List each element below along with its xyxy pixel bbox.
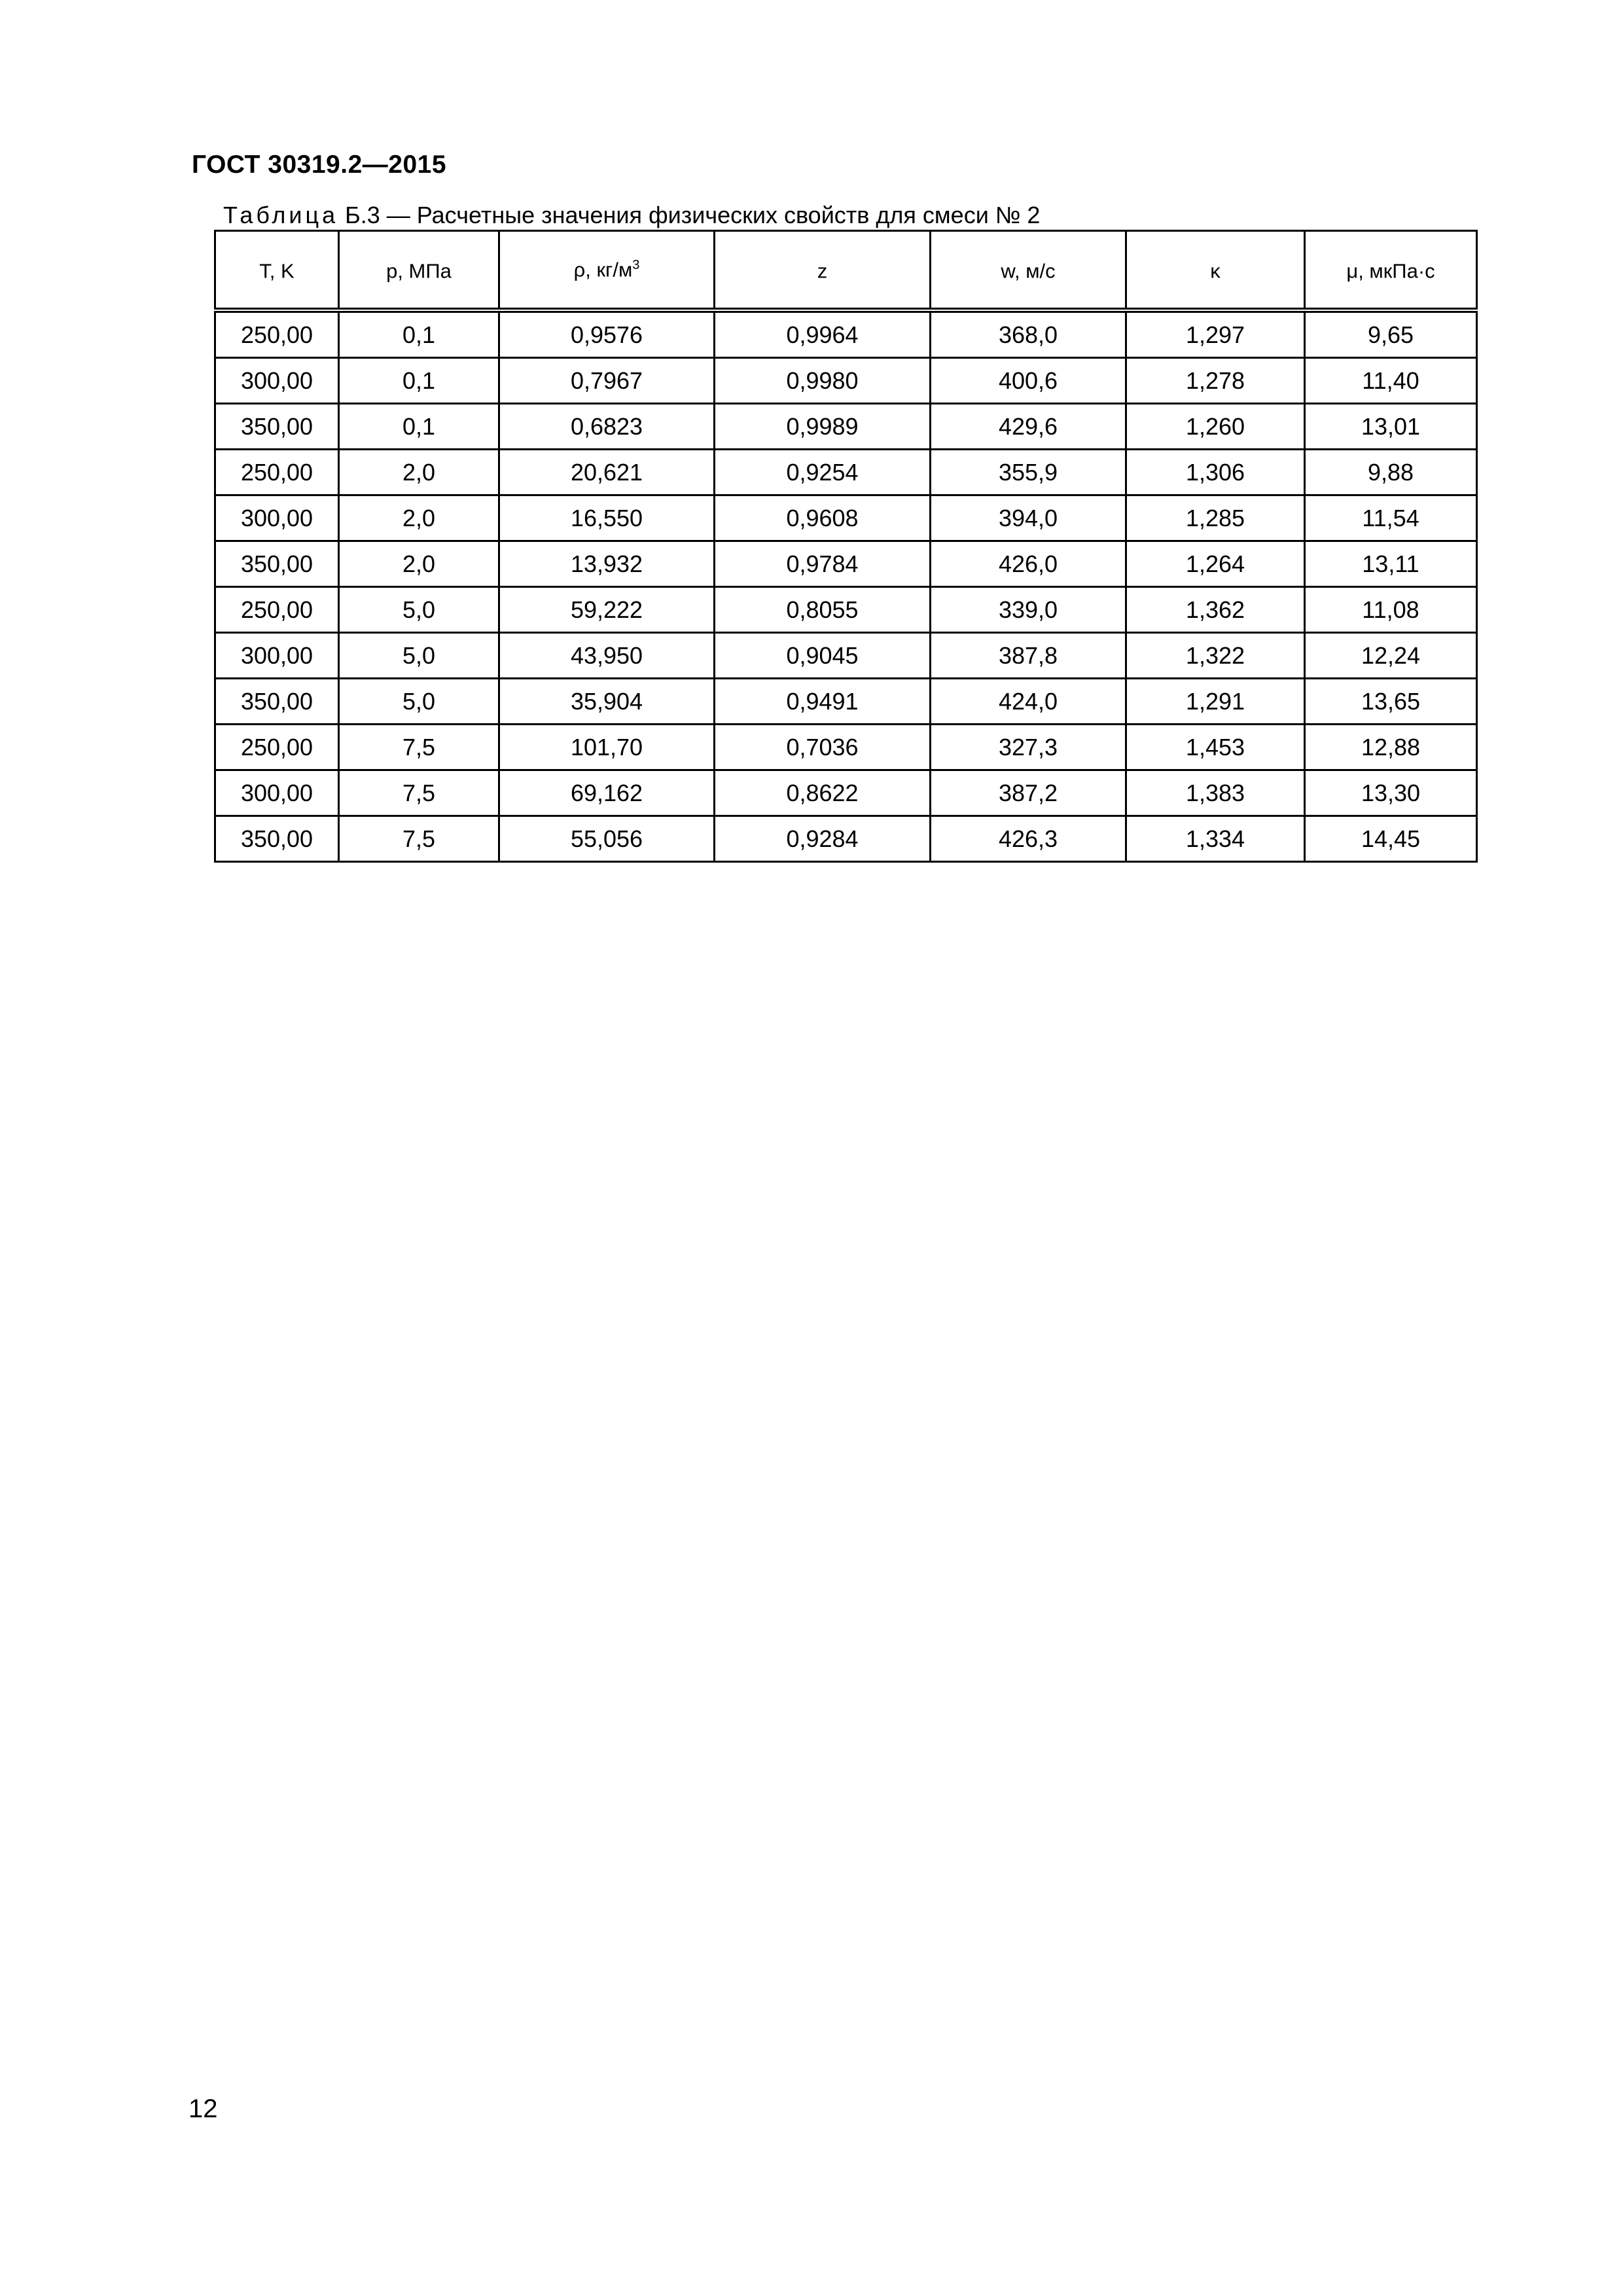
cell-density: 0,7967 [499,358,715,404]
cell-compressibility: 0,9284 [715,816,931,862]
cell-temperature: 350,00 [215,816,339,862]
cell-speed-of-sound: 426,0 [931,541,1126,587]
cell-compressibility: 0,9608 [715,495,931,541]
table-row [215,679,1477,725]
cell-temperature: 250,00 [215,725,339,770]
cell-pressure: 2,0 [339,450,499,495]
cell-pressure: 0,1 [339,404,499,450]
cell-density: 69,162 [499,770,715,816]
cell-isentropic-exponent: 1,291 [1126,679,1305,725]
cell-compressibility: 0,8622 [715,770,931,816]
cell-density: 16,550 [499,495,715,541]
cell-compressibility: 0,9254 [715,450,931,495]
cell-speed-of-sound: 387,8 [931,633,1126,679]
cell-isentropic-exponent: 1,362 [1126,587,1305,633]
cell-speed-of-sound: 400,6 [931,358,1126,404]
cell-temperature: 250,00 [215,310,339,358]
cell-isentropic-exponent: 1,334 [1126,816,1305,862]
cell-isentropic-exponent: 1,322 [1126,633,1305,679]
document-code: ГОСТ 30319.2—2015 [192,151,447,179]
cell-compressibility: 0,9980 [715,358,931,404]
cell-density: 55,056 [499,816,715,862]
cell-isentropic-exponent: 1,260 [1126,404,1305,450]
cell-speed-of-sound: 429,6 [931,404,1126,450]
properties-table [214,230,1478,863]
column-header-isentropic-exponent: κ [1126,231,1305,311]
cell-viscosity: 13,11 [1305,541,1477,587]
cell-density: 0,9576 [499,310,715,358]
cell-speed-of-sound: 327,3 [931,725,1126,770]
cell-speed-of-sound: 339,0 [931,587,1126,633]
cell-pressure: 5,0 [339,679,499,725]
cell-pressure: 2,0 [339,495,499,541]
table-row [215,587,1477,633]
cell-pressure: 2,0 [339,541,499,587]
cell-viscosity: 9,88 [1305,450,1477,495]
cell-temperature: 300,00 [215,633,339,679]
cell-viscosity: 11,54 [1305,495,1477,541]
table-row [215,770,1477,816]
cell-compressibility: 0,7036 [715,725,931,770]
cell-density: 43,950 [499,633,715,679]
cell-compressibility: 0,9964 [715,310,931,358]
column-header-speed-of-sound: w, м/с [931,231,1126,311]
cell-speed-of-sound: 355,9 [931,450,1126,495]
cell-viscosity: 13,30 [1305,770,1477,816]
cell-isentropic-exponent: 1,285 [1126,495,1305,541]
cell-viscosity: 11,08 [1305,587,1477,633]
cell-speed-of-sound: 387,2 [931,770,1126,816]
cell-pressure: 5,0 [339,587,499,633]
cell-isentropic-exponent: 1,453 [1126,725,1305,770]
cell-pressure: 0,1 [339,310,499,358]
cell-temperature: 350,00 [215,679,339,725]
cell-pressure: 7,5 [339,816,499,862]
cell-speed-of-sound: 368,0 [931,310,1126,358]
cell-density: 20,621 [499,450,715,495]
cell-speed-of-sound: 424,0 [931,679,1126,725]
table-row [215,816,1477,862]
cell-pressure: 7,5 [339,725,499,770]
cell-viscosity: 12,24 [1305,633,1477,679]
cell-density: 0,6823 [499,404,715,450]
table-row [215,495,1477,541]
table-row [215,358,1477,404]
cell-compressibility: 0,9989 [715,404,931,450]
cell-density: 101,70 [499,725,715,770]
table-caption [223,204,1040,227]
cell-viscosity: 9,65 [1305,310,1477,358]
cell-pressure: 5,0 [339,633,499,679]
cell-isentropic-exponent: 1,264 [1126,541,1305,587]
table-row [215,450,1477,495]
cell-pressure: 7,5 [339,770,499,816]
cell-viscosity: 14,45 [1305,816,1477,862]
cell-density: 59,222 [499,587,715,633]
column-header-viscosity: μ, мкПа·с [1305,231,1477,311]
cell-isentropic-exponent: 1,383 [1126,770,1305,816]
cell-compressibility: 0,9491 [715,679,931,725]
cell-temperature: 250,00 [215,450,339,495]
cell-temperature: 250,00 [215,587,339,633]
table-caption-text: Б.3 — Расчетные значения физических свойств для смеси № 2 [338,202,1041,228]
cell-speed-of-sound: 426,3 [931,816,1126,862]
cell-density: 35,904 [499,679,715,725]
cell-density: 13,932 [499,541,715,587]
cell-viscosity: 13,01 [1305,404,1477,450]
table-header-row [215,231,1477,311]
cell-speed-of-sound: 394,0 [931,495,1126,541]
table-row [215,310,1477,358]
cell-isentropic-exponent: 1,278 [1126,358,1305,404]
column-header-temperature: T, K [215,231,339,311]
cell-temperature: 300,00 [215,358,339,404]
cell-viscosity: 13,65 [1305,679,1477,725]
cell-viscosity: 11,40 [1305,358,1477,404]
table-row [215,541,1477,587]
page-number: 12 [188,2094,218,2123]
cell-pressure: 0,1 [339,358,499,404]
table-row [215,725,1477,770]
cell-compressibility: 0,8055 [715,587,931,633]
cell-temperature: 300,00 [215,770,339,816]
table-row [215,404,1477,450]
cell-isentropic-exponent: 1,306 [1126,450,1305,495]
column-header-density: ρ, $кг/м^3$ [499,231,715,311]
table-caption-label: Таблица [223,202,339,228]
column-header-pressure: p, МПа [339,231,499,311]
cell-temperature: 350,00 [215,404,339,450]
cell-isentropic-exponent: 1,297 [1126,310,1305,358]
cell-viscosity: 12,88 [1305,725,1477,770]
table-row [215,633,1477,679]
cell-temperature: 300,00 [215,495,339,541]
cell-compressibility: 0,9784 [715,541,931,587]
cell-compressibility: 0,9045 [715,633,931,679]
cell-temperature: 350,00 [215,541,339,587]
column-header-compressibility: z [715,231,931,311]
